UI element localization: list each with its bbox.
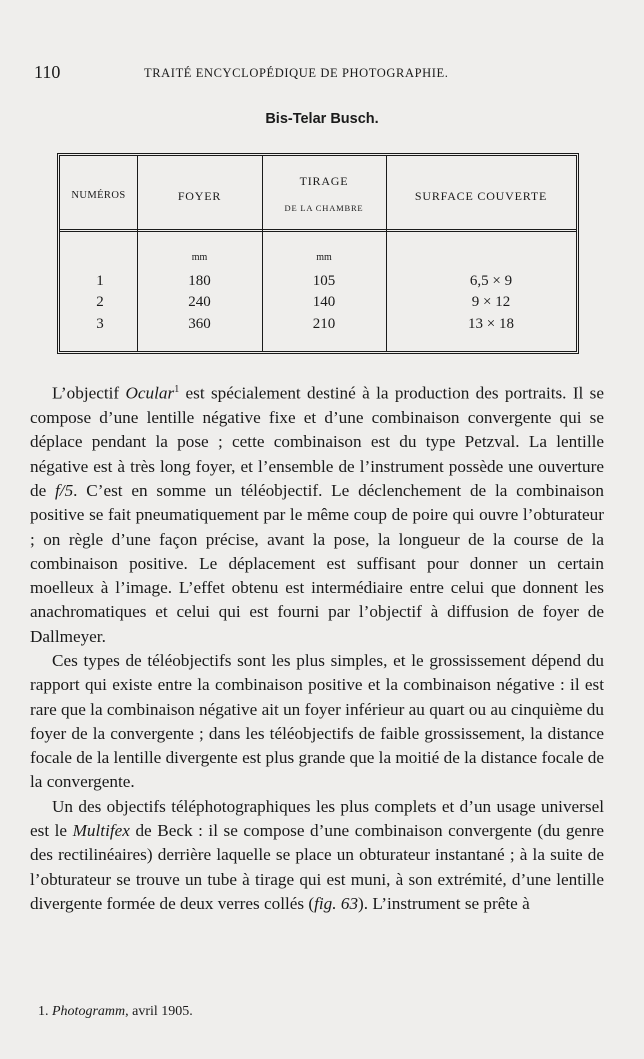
italic-term: Ocular [125,383,175,403]
header-tirage: TIRAGE [299,174,349,188]
table-cell-surface: 6,5 × 9 [469,273,513,289]
header-foyer: FOYER [177,189,222,203]
table-cell-foyer: 360 [188,316,211,332]
footnote-text: , avril 1905. [125,1004,193,1019]
table-cell-num: 3 [96,316,104,332]
paragraph: Ces types de téléobjectifs sont les plus simples, et le grossissement dépend du rapport qui existe entre la combinaison positive et la combinaison négative : il est rare que la combinaison négative ait un foyer inférieur au quart ou au cinquième du foyer de la convergente ; dans les téléobjectifs de faible grossissement, la distance focale de la lentille divergente est plus grande que la moitié de la distance focale de la convergente. [30,651,604,792]
footnote-marker: 1 [174,384,180,395]
paragraph-text: est spécialement destiné à la production des portraits. Il se compose d’une lentille négative fixe et d’une combinaison convergente qui se déplace pendant la pose ; cette combinaison est du type Petzval. La lentille négative est à très long foyer, et l’ensemble de l’instrument possède une ouverture de [30,383,605,500]
header-tirage-sub: DE LA CHAMBRE [284,203,364,213]
unit-foyer: mm [191,252,208,263]
page-number: 110 [34,62,61,82]
paragraph-text: L’objectif [52,383,126,403]
footnote-number: 1. [38,1004,49,1019]
page-header [34,60,610,86]
italic-term: fig. 63 [314,893,359,913]
paragraph-text: Un des objectifs téléphotographiques les plus complets et d’un usage universel est le [30,796,604,841]
table-cell-foyer: 180 [188,273,211,289]
paragraph [30,378,604,649]
table-cell-surface: 13 × 18 [468,316,514,332]
running-title: TRAITÉ ENCYCLOPÉDIQUE DE PHOTOGRAPHIE. [144,66,449,80]
table-title: Bis-Telar Busch. [265,111,379,127]
italic-term: Multifex [72,821,130,841]
table-cell-num: 1 [96,273,104,289]
table-cell-tirage: 105 [312,273,336,289]
paragraph-text: de Beck : il se compose d’une combinaison convergente (du genre des rectilinéaires) derrière laquelle se place un obturateur instantané ; à la suite de l’obturateur se trouve un tube à tirage qui est muni, à son extrémité, d’une lentille divergente formée de deux verres collés ( [30,821,604,913]
paragraph [30,795,604,916]
table-cell-tirage: 140 [312,294,336,310]
lens-table [57,153,579,354]
unit-tirage: mm [316,252,332,263]
table-cell-foyer: 240 [188,294,211,310]
footnote [38,1004,193,1020]
header-numeros: NUMÉROS [71,190,126,201]
body-text [30,378,604,916]
footnote-source: Photogramm [52,1004,126,1019]
italic-term: f/5 [55,480,74,500]
header-surface: SURFACE COUVERTE [414,189,548,203]
table-cell-num: 2 [96,294,104,310]
paragraph-text: ). L’instrument se prête à [358,893,530,913]
header-divider [60,229,576,232]
table-cell-tirage: 210 [312,316,336,332]
paragraph-text: . C’est en somme un téléobjectif. Le déclenchement de la combinaison positive se fait pneumatiquement par le même coup de poire qui ouvre l’obturateur ; on règle d’une façon précise, avant la pose, la longueur de la course de la combinaison positive. Le déplacement est suffisant pour donner un certain moelleux à l’image. L’effet obtenu est intermédiaire entre celui que donnent les anachromatiques et celui qui est fourni par l’objectif à diffusion de foyer de Dallmeyer. [30,480,604,646]
table-cell-surface: 9 × 12 [471,294,511,310]
